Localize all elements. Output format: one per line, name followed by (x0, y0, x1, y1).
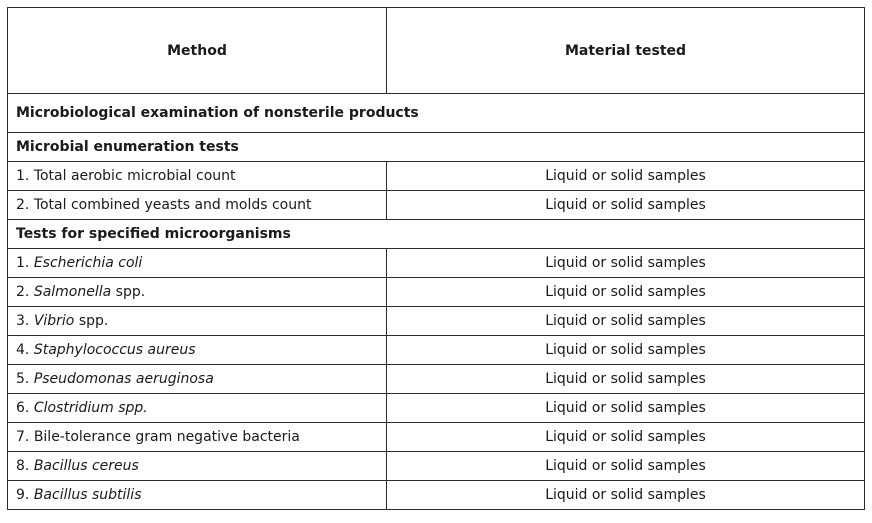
organism-name: Salmonella (33, 284, 112, 300)
organism-name: Clostridium spp. (33, 400, 148, 416)
methods-table (7, 7, 865, 510)
table-row (8, 249, 865, 278)
table-row (8, 307, 865, 336)
method-cell (8, 307, 387, 336)
header-material: Material tested (387, 8, 865, 94)
material-cell: Liquid or solid samples (387, 394, 865, 423)
organism-name: Vibrio (33, 313, 75, 329)
section-row (8, 94, 865, 133)
item-number: 9. (16, 487, 34, 503)
organism-name: Pseudomonas aeruginosa (33, 371, 214, 387)
table-row (8, 162, 865, 191)
item-number: 4. (16, 342, 34, 358)
method-cell (8, 481, 387, 510)
organism-name: Total combined yeasts and molds count (33, 197, 312, 213)
organism-name: Staphylococcus aureus (33, 342, 196, 358)
method-cell (8, 423, 387, 452)
material-cell: Liquid or solid samples (387, 365, 865, 394)
section-title: Microbiological examination of nonsterile products (8, 94, 865, 133)
material-cell: Liquid or solid samples (387, 336, 865, 365)
group-row (8, 133, 865, 162)
material-cell: Liquid or solid samples (387, 278, 865, 307)
table-row (8, 336, 865, 365)
method-cell (8, 452, 387, 481)
material-cell: Liquid or solid samples (387, 191, 865, 220)
item-number: 8. (16, 458, 34, 474)
method-cell (8, 278, 387, 307)
table-row (8, 365, 865, 394)
organism-suffix: spp. (111, 284, 146, 300)
item-number: 5. (16, 371, 34, 387)
method-cell (8, 394, 387, 423)
table-body (8, 94, 865, 510)
table-row (8, 423, 865, 452)
method-cell (8, 336, 387, 365)
header-row (8, 8, 865, 94)
method-cell (8, 365, 387, 394)
organism-suffix: spp. (74, 313, 109, 329)
method-cell (8, 191, 387, 220)
material-cell: Liquid or solid samples (387, 423, 865, 452)
material-cell: Liquid or solid samples (387, 452, 865, 481)
organism-name: Total aerobic microbial count (33, 168, 236, 184)
table-row (8, 481, 865, 510)
table-row (8, 191, 865, 220)
table-row (8, 452, 865, 481)
method-cell (8, 162, 387, 191)
item-number: 2. (16, 197, 34, 213)
organism-name: Bacillus subtilis (33, 487, 142, 503)
organism-name: Bile-tolerance gram negative bacteria (33, 429, 300, 445)
table-row (8, 394, 865, 423)
material-cell: Liquid or solid samples (387, 249, 865, 278)
item-number: 6. (16, 400, 34, 416)
material-cell: Liquid or solid samples (387, 307, 865, 336)
group-title: Microbial enumeration tests (8, 133, 865, 162)
table-row (8, 278, 865, 307)
item-number: 3. (16, 313, 34, 329)
organism-name: Bacillus cereus (33, 458, 139, 474)
organism-name: Escherichia coli (33, 255, 143, 271)
group-title: Tests for specified microorganisms (8, 220, 865, 249)
header-method: Method (8, 8, 387, 94)
item-number: 7. (16, 429, 34, 445)
item-number: 2. (16, 284, 34, 300)
material-cell: Liquid or solid samples (387, 162, 865, 191)
group-row (8, 220, 865, 249)
item-number: 1. (16, 255, 34, 271)
method-cell (8, 249, 387, 278)
item-number: 1. (16, 168, 34, 184)
material-cell: Liquid or solid samples (387, 481, 865, 510)
